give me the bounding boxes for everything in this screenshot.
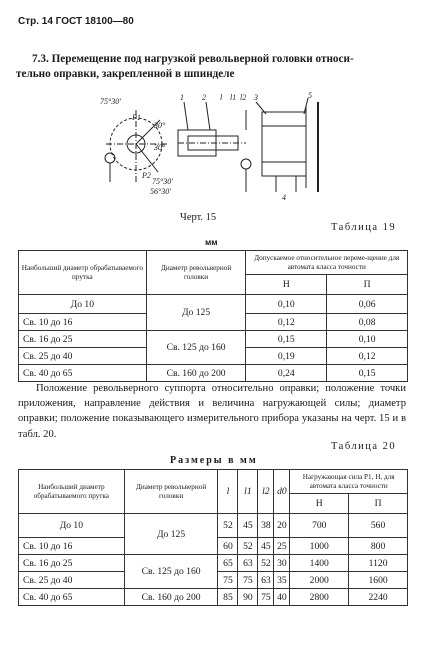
cell-l1: 45 [238, 514, 258, 538]
cell-l2: 45 [258, 538, 274, 555]
cell-p: 0,10 [327, 331, 408, 348]
cell-h: 0,12 [246, 314, 327, 331]
cell-head: До 125 [124, 514, 218, 555]
cell-l2: 38 [258, 514, 274, 538]
table19-title: Таблица 19 [331, 222, 397, 233]
table19 [18, 250, 408, 382]
cell-h: 1000 [290, 538, 349, 555]
cell-p: 0,06 [327, 295, 408, 314]
section-heading [16, 52, 404, 82]
table19-col1-header: Наибольший диаметр обрабатываемого прутка [19, 251, 147, 295]
table20-class-p: П [349, 494, 408, 514]
table20-col-l2: l2 [258, 470, 274, 514]
cell-p: 1600 [349, 572, 408, 589]
cell-p: 2240 [349, 589, 408, 606]
table-row [19, 589, 408, 606]
section-heading-line2: тельно оправки, закрепленной в шпинделе [16, 68, 235, 80]
table20-col-force: Нагружающая сила P1, Н, для автомата класса точности [290, 470, 408, 494]
cell-p: 800 [349, 538, 408, 555]
cell-l2: 75 [258, 589, 274, 606]
table20-units: Размеры в мм [170, 455, 258, 466]
cell-d0: 40 [274, 589, 290, 606]
cell-h: 0,19 [246, 348, 327, 365]
cell-diameter: До 10 [19, 514, 125, 538]
table19-class-p: П [327, 275, 408, 295]
table-row [19, 555, 408, 572]
cell-p: 560 [349, 514, 408, 538]
dim-l: l [220, 93, 223, 102]
table20-col2-header: Диаметр револьверной головки [124, 470, 218, 514]
angle-label-top: 75°30' [100, 97, 121, 106]
cell-l: 65 [218, 555, 238, 572]
cell-l1: 52 [238, 538, 258, 555]
cell-h: 2800 [290, 589, 349, 606]
dim-l1: l1 [230, 93, 237, 102]
cell-h: 0,24 [246, 365, 327, 382]
cell-diameter: Св. 25 до 40 [19, 572, 125, 589]
cell-head: Св. 125 до 160 [124, 555, 218, 589]
cell-p: 0,08 [327, 314, 408, 331]
cell-l: 75 [218, 572, 238, 589]
section-heading-line1: 7.3. Перемещение под нагрузкой револьверной головки относи- [32, 53, 354, 65]
force-label-p1: P1 [132, 113, 141, 122]
cell-d0: 25 [274, 538, 290, 555]
cell-h: 2000 [290, 572, 349, 589]
force-label-p2: P2 [142, 171, 151, 180]
table20 [18, 469, 408, 606]
cell-h: 0,10 [246, 295, 327, 314]
angle-label-bottom1: 75°30' [152, 177, 173, 186]
table-row [19, 331, 408, 348]
cell-head: Св. 125 до 160 [146, 331, 246, 365]
angle-label-30b: 30° [154, 143, 166, 152]
cell-diameter: Св. 10 до 16 [19, 314, 147, 331]
table20-col-l: l [218, 470, 238, 514]
leader-2: 2 [202, 93, 206, 102]
table19-col3-header: Допускаемое относительное переме-щение для автомата класса точности [246, 251, 408, 275]
table19-col2-header: Диаметр револьверной головки [146, 251, 246, 295]
angle-label-bottom2: 56°30' [150, 187, 171, 196]
cell-diameter: Св. 16 до 25 [19, 331, 147, 348]
body-paragraph [18, 381, 406, 442]
table-row [19, 365, 408, 382]
leader-5: 5 [308, 92, 312, 100]
cell-diameter: Св. 10 до 16 [19, 538, 125, 555]
leader-3: 3 [254, 93, 258, 102]
cell-d0: 35 [274, 572, 290, 589]
cell-d0: 20 [274, 514, 290, 538]
cell-l: 60 [218, 538, 238, 555]
cell-diameter: Св. 40 до 65 [19, 589, 125, 606]
dim-l2: l2 [240, 93, 247, 102]
leader-4: 4 [282, 193, 286, 202]
cell-p: 0,12 [327, 348, 408, 365]
table20-title: Таблица 20 [331, 441, 397, 452]
cell-l: 85 [218, 589, 238, 606]
cell-h: 1400 [290, 555, 349, 572]
table19-units: мм [205, 237, 218, 247]
cell-diameter: Св. 40 до 65 [19, 365, 147, 382]
cell-head: До 125 [146, 295, 246, 331]
cell-l1: 63 [238, 555, 258, 572]
indicator-middle [241, 159, 251, 169]
technical-drawing [96, 92, 336, 202]
cell-l2: 63 [258, 572, 274, 589]
head-block [262, 112, 306, 176]
body-paragraph-text: Положение револьверного суппорта относительно оправки; положение точки приложения, направление действия и величина нагружающей силы; диаметр оправки; положение показывающего измерительного прибора указаны на черт. 15 и в табл. 20. [18, 383, 406, 440]
table20-col-d0: d0 [274, 470, 290, 514]
figure-caption: Черт. 15 [180, 212, 217, 223]
table20-col1-header: Наибольший диаметр обрабатываемого прутка [19, 470, 125, 514]
cell-l2: 52 [258, 555, 274, 572]
leader-1: 1 [180, 93, 184, 102]
cell-head: Св. 160 до 200 [146, 365, 246, 382]
page-header: Стр. 14 ГОСТ 18100—80 [18, 16, 134, 27]
cell-diameter: До 10 [19, 295, 147, 314]
cell-diameter: Св. 16 до 25 [19, 555, 125, 572]
angle-label-30a: 30° [154, 121, 166, 130]
cell-l1: 75 [238, 572, 258, 589]
table20-col-l1: l1 [238, 470, 258, 514]
cell-l1: 90 [238, 589, 258, 606]
table19-class-h: Н [246, 275, 327, 295]
table-row [19, 514, 408, 538]
cell-head: Св. 160 до 200 [124, 589, 218, 606]
table20-class-h: Н [290, 494, 349, 514]
cell-diameter: Св. 25 до 40 [19, 348, 147, 365]
cell-p: 0,15 [327, 365, 408, 382]
cell-p: 1120 [349, 555, 408, 572]
table-row [19, 295, 408, 314]
cell-d0: 30 [274, 555, 290, 572]
cell-h: 700 [290, 514, 349, 538]
cell-l: 52 [218, 514, 238, 538]
cell-h: 0,15 [246, 331, 327, 348]
